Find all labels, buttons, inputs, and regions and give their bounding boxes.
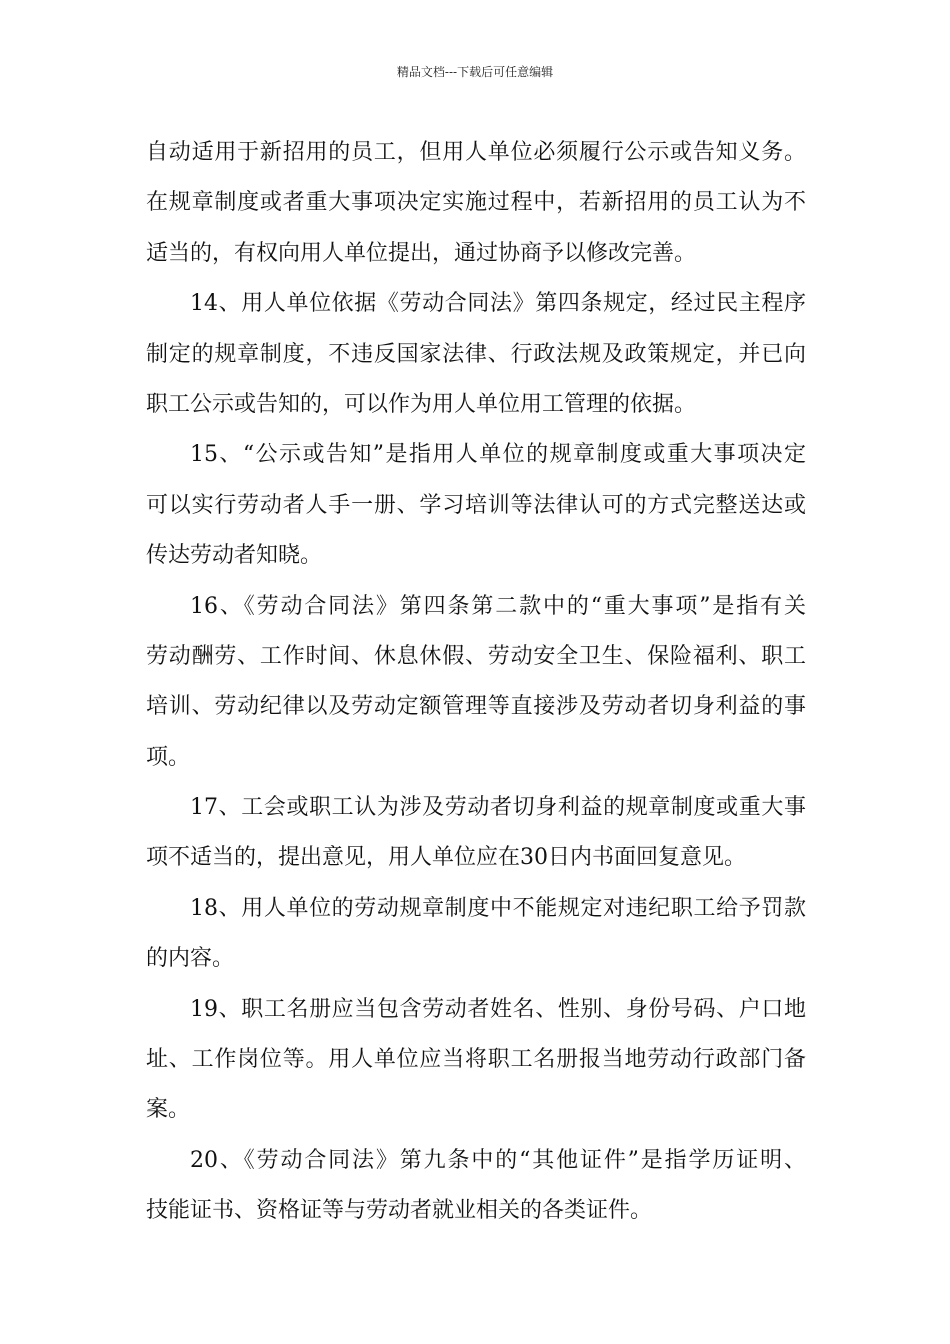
text-line: 在规章制度或者重大事项决定实施过程中，若新招用的员工认为不 [146,190,806,216]
text-line: 技能证书、资格证等与劳动者就业相关的各类证件。 [146,1198,653,1224]
paragraph-item-19 [146,985,806,1136]
text-line: 传达劳动者知晓。 [146,543,323,569]
paragraph-item-14 [146,279,806,430]
text-line: 20、《劳动合同法》第九条中的“其他证件”是指学历证明、 [190,1147,806,1173]
text-line: 的内容。 [146,946,235,972]
text-line: 自动适用于新招用的员工，但用人单位必须履行公示或告知义务。 [146,140,806,165]
paragraph-item-17 [146,783,806,884]
text-line: 19、职工名册应当包含劳动者姓名、性别、身份号码、户口地 [190,996,806,1022]
paragraph-item-15 [146,430,806,581]
text-line: 劳动酬劳、工作时间、休息休假、劳动安全卫生、保险福利、职工 [146,643,806,669]
text-line: 项不适当的，提出意见，用人单位应在30日内书面回复意见。 [146,845,746,871]
text-line: 17、工会或职工认为涉及劳动者切身利益的规章制度或重大事 [190,795,806,821]
document-body [146,128,806,1237]
text-line: 15、“公示或告知”是指用人单位的规章制度或重大事项决定 [190,442,806,468]
paragraph-item-20 [146,1136,806,1237]
text-line: 址、工作岗位等。用人单位应当将职工名册报当地劳动行政部门备 [146,1047,806,1073]
text-line: 案。 [146,1097,191,1123]
text-line: 职工公示或告知的，可以作为用人单位用工管理的依据。 [146,391,697,417]
paragraph-continuation [146,128,806,279]
page-header: 精品文档---下载后可任意编辑 [396,65,554,79]
paragraph-item-18 [146,884,806,985]
text-line: 培训、劳动纪律以及劳动定额管理等直接涉及劳动者切身利益的事 [146,694,806,720]
text-line: 适当的，有权向用人单位提出，通过协商予以修改完善。 [146,240,697,266]
text-line: 18、用人单位的劳动规章制度中不能规定对违纪职工给予罚款 [190,895,806,921]
text-line: 16、《劳动合同法》第四条第二款中的“重大事项”是指有关 [190,593,806,619]
paragraph-item-16 [146,582,806,784]
text-line: 14、用人单位依据《劳动合同法》第四条规定，经过民主程序 [190,291,806,317]
text-line: 可以实行劳动者人手一册、学习培训等法律认可的方式完整送达或 [146,492,806,518]
text-line: 制定的规章制度，不违反国家法律、行政法规及政策规定，并已向 [146,341,806,367]
text-line: 项。 [146,744,191,770]
